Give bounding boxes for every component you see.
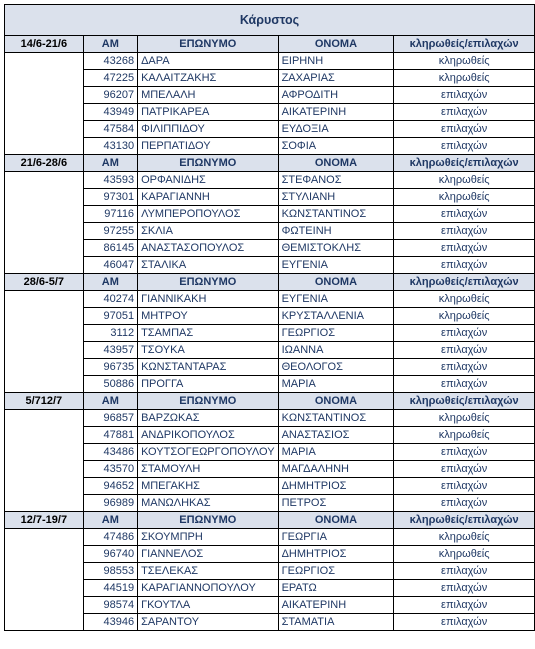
status-cell[interactable]: επιλαχών [394,461,535,478]
empty-period-cell[interactable] [5,70,84,87]
table-row [5,597,535,614]
surname-cell[interactable]: ΚΟΥΤΣΟΓΕΩΡΓΟΠΟΥΛΟΥ [138,444,279,461]
name-cell[interactable]: ΘΕΟΛΟΓΟΣ [278,359,394,376]
column-header-status[interactable]: κληρωθείς/επιλαχών [394,393,535,410]
empty-period-cell[interactable] [5,376,84,393]
empty-period-cell[interactable] [5,597,84,614]
name-cell[interactable]: ΘΕΜΙΣΤΟΚΛΗΣ [278,240,394,257]
table-row [5,546,535,563]
period-cell[interactable]: 28/6-5/7 [5,274,84,291]
am-cell[interactable]: 43949 [83,104,137,121]
status-cell[interactable]: επιλαχών [394,597,535,614]
table-row [5,410,535,427]
name-cell[interactable]: ΑΙΚΑΤΕΡΙΝΗ [278,597,394,614]
name-cell[interactable]: ΦΩΤΕΙΝΗ [278,223,394,240]
surname-cell[interactable]: ΓΙΑΝΝΕΛΟΣ [138,546,279,563]
sheet-title[interactable]: Κάρυστος [5,5,535,36]
empty-period-cell[interactable] [5,121,84,138]
am-cell[interactable]: 47584 [83,121,137,138]
am-cell[interactable]: 97301 [83,189,137,206]
empty-period-cell[interactable] [5,53,84,70]
name-cell[interactable]: ΓΕΩΡΓΙΟΣ [278,563,394,580]
status-cell[interactable]: κληρωθείς [394,189,535,206]
status-cell[interactable]: επιλαχών [394,342,535,359]
status-cell[interactable]: κληρωθείς [394,427,535,444]
table-row [5,87,535,104]
surname-cell[interactable]: ΟΡΦΑΝΙΔΗΣ [138,172,279,189]
name-cell[interactable]: ΔΗΜΗΤΡΙΟΣ [278,478,394,495]
name-cell[interactable]: ΑΦΡΟΔΙΤΗ [278,87,394,104]
surname-cell[interactable]: ΠΕΡΠΑΤΙΔΟΥ [138,138,279,155]
surname-cell[interactable]: ΚΑΡΑΓΙΑΝΝΟΠΟΥΛΟΥ [138,580,279,597]
name-cell[interactable]: ΓΕΩΡΓΙΟΣ [278,325,394,342]
table-row [5,376,535,393]
table-row [5,529,535,546]
table-row [5,614,535,631]
status-cell[interactable]: επιλαχών [394,376,535,393]
surname-cell[interactable]: ΣΑΡΑΝΤΟΥ [138,614,279,631]
name-cell[interactable]: ΚΩΝΣΤΑΝΤΙΝΟΣ [278,206,394,223]
group-header-row [5,274,535,291]
surname-cell[interactable]: ΓΙΑΝΝΙΚΑΚΗ [138,291,279,308]
am-cell[interactable]: 96740 [83,546,137,563]
status-cell[interactable]: κληρωθείς [394,172,535,189]
empty-period-cell[interactable] [5,87,84,104]
table-row [5,70,535,87]
surname-cell[interactable]: ΚΑΛΑΙΤΖΑΚΗΣ [138,70,279,87]
surname-cell[interactable]: ΦΙΛΙΠΠΙΔΟΥ [138,121,279,138]
name-cell[interactable]: ΜΑΡΙΑ [278,444,394,461]
name-cell[interactable]: ΜΑΓΔΑΛΗΝΗ [278,461,394,478]
table-row [5,121,535,138]
am-cell[interactable]: 96989 [83,495,137,512]
name-cell[interactable]: ΕΙΡΗΝΗ [278,53,394,70]
table-row [5,189,535,206]
am-cell[interactable]: 86145 [83,240,137,257]
table-row [5,308,535,325]
status-cell[interactable]: επιλαχών [394,223,535,240]
surname-cell[interactable]: ΒΑΡΖΩΚΑΣ [138,410,279,427]
name-cell[interactable]: ΕΥΔΟΞΙΑ [278,121,394,138]
am-cell[interactable]: 40274 [83,291,137,308]
name-cell[interactable]: ΜΑΡΙΑ [278,376,394,393]
name-cell[interactable]: ΣΤΥΛΙΑΝΗ [278,189,394,206]
table-row [5,359,535,376]
am-cell[interactable]: 43268 [83,53,137,70]
status-cell[interactable]: επιλαχών [394,138,535,155]
empty-period-cell[interactable] [5,614,84,631]
table-row [5,461,535,478]
status-cell[interactable]: επιλαχών [394,580,535,597]
status-cell[interactable]: επιλαχών [394,444,535,461]
table-row [5,104,535,121]
am-cell[interactable]: 98574 [83,597,137,614]
column-header-status[interactable]: κληρωθείς/επιλαχών [394,36,535,53]
spreadsheet [4,4,535,631]
am-cell[interactable]: 43570 [83,461,137,478]
surname-cell[interactable]: ΛΥΜΠΕΡΟΠΟΥΛΟΣ [138,206,279,223]
surname-cell[interactable]: ΑΝΑΣΤΑΣΟΠΟΥΛΟΣ [138,240,279,257]
surname-cell[interactable]: ΠΑΤΡΙΚΑΡΕΑ [138,104,279,121]
status-cell[interactable]: επιλαχών [394,563,535,580]
surname-cell[interactable]: ΣΤΑΛΙΚΑ [138,257,279,274]
empty-period-cell[interactable] [5,461,84,478]
surname-cell[interactable]: ΤΣΕΛΕΚΑΣ [138,563,279,580]
am-cell[interactable]: 97255 [83,223,137,240]
surname-cell[interactable]: ΣΚΛΙΑ [138,223,279,240]
column-header-name[interactable]: ΟΝΟΜΑ [278,393,394,410]
am-cell[interactable]: 3112 [83,325,137,342]
am-cell[interactable]: 96857 [83,410,137,427]
column-header-status[interactable]: κληρωθείς/επιλαχών [394,155,535,172]
group-header-row [5,512,535,529]
table-row [5,257,535,274]
status-cell[interactable]: κληρωθείς [394,308,535,325]
name-cell[interactable]: ΠΕΤΡΟΣ [278,495,394,512]
name-cell[interactable]: ΚΩΝΣΤΑΝΤΙΝΟΣ [278,410,394,427]
empty-period-cell[interactable] [5,580,84,597]
status-cell[interactable]: κληρωθείς [394,70,535,87]
table-row [5,495,535,512]
empty-period-cell[interactable] [5,546,84,563]
column-header-name[interactable]: ΟΝΟΜΑ [278,36,394,53]
table-row [5,240,535,257]
am-cell[interactable]: 43593 [83,172,137,189]
empty-period-cell[interactable] [5,172,84,189]
empty-period-cell[interactable] [5,257,84,274]
name-cell[interactable]: ΕΥΓΕΝΙΑ [278,257,394,274]
am-cell[interactable]: 44519 [83,580,137,597]
period-cell[interactable]: 21/6-28/6 [5,155,84,172]
table-row [5,563,535,580]
empty-period-cell[interactable] [5,563,84,580]
status-cell[interactable]: επιλαχών [394,104,535,121]
surname-cell[interactable]: ΜΗΤΡΟΥ [138,308,279,325]
column-header-surname[interactable]: ΕΠΩΝΥΜΟ [138,393,279,410]
status-cell[interactable]: επιλαχών [394,87,535,104]
table-row [5,138,535,155]
table-row [5,478,535,495]
column-header-am[interactable]: ΑΜ [83,393,137,410]
am-cell[interactable]: 97051 [83,308,137,325]
am-cell[interactable]: 47881 [83,427,137,444]
column-header-status[interactable]: κληρωθείς/επιλαχών [394,274,535,291]
status-cell[interactable]: επιλαχών [394,121,535,138]
surname-cell[interactable]: ΣΤΑΜΟΥΛΗ [138,461,279,478]
table-row [5,206,535,223]
empty-period-cell[interactable] [5,495,84,512]
surname-cell[interactable]: ΜΠΕΓΑΚΗΣ [138,478,279,495]
status-cell[interactable]: επιλαχών [394,614,535,631]
am-cell[interactable]: 46047 [83,257,137,274]
empty-period-cell[interactable] [5,342,84,359]
name-cell[interactable]: ΑΙΚΑΤΕΡΙΝΗ [278,104,394,121]
column-header-surname[interactable]: ΕΠΩΝΥΜΟ [138,155,279,172]
empty-period-cell[interactable] [5,240,84,257]
am-cell[interactable]: 98553 [83,563,137,580]
name-cell[interactable]: ΑΝΑΣΤΑΣΙΟΣ [278,427,394,444]
status-cell[interactable]: επιλαχών [394,495,535,512]
table-row [5,342,535,359]
table-row [5,291,535,308]
surname-cell[interactable]: ΤΣΟΥΚΑ [138,342,279,359]
empty-period-cell[interactable] [5,223,84,240]
period-cell[interactable]: 14/6-21/6 [5,36,84,53]
table-row [5,223,535,240]
column-header-surname[interactable]: ΕΠΩΝΥΜΟ [138,512,279,529]
am-cell[interactable]: 50886 [83,376,137,393]
am-cell[interactable]: 96735 [83,359,137,376]
name-cell[interactable]: ΔΗΜΗΤΡΙΟΣ [278,546,394,563]
status-cell[interactable]: κληρωθείς [394,291,535,308]
empty-period-cell[interactable] [5,427,84,444]
status-cell[interactable]: κληρωθείς [394,410,535,427]
empty-period-cell[interactable] [5,308,84,325]
empty-period-cell[interactable] [5,138,84,155]
surname-cell[interactable]: ΚΑΡΑΓΙΑΝΝΗ [138,189,279,206]
surname-cell[interactable]: ΣΚΟΥΜΠΡΗ [138,529,279,546]
surname-cell[interactable]: ΓΚΟΥΤΛΑ [138,597,279,614]
name-cell[interactable]: ΓΕΩΡΓΙΑ [278,529,394,546]
column-header-name[interactable]: ΟΝΟΜΑ [278,512,394,529]
name-cell[interactable]: ΕΥΓΕΝΙΑ [278,291,394,308]
am-cell[interactable]: 43486 [83,444,137,461]
empty-period-cell[interactable] [5,359,84,376]
column-header-surname[interactable]: ΕΠΩΝΥΜΟ [138,274,279,291]
am-cell[interactable]: 94652 [83,478,137,495]
surname-cell[interactable]: ΠΡΟΓΓΑ [138,376,279,393]
column-header-name[interactable]: ΟΝΟΜΑ [278,274,394,291]
column-header-name[interactable]: ΟΝΟΜΑ [278,155,394,172]
am-cell[interactable]: 47225 [83,70,137,87]
empty-period-cell[interactable] [5,529,84,546]
karystos-table [4,4,535,631]
table-row [5,325,535,342]
am-cell[interactable]: 43957 [83,342,137,359]
status-cell[interactable]: επιλαχών [394,325,535,342]
table-row [5,172,535,189]
name-cell[interactable]: ΣΟΦΙΑ [278,138,394,155]
surname-cell[interactable]: ΔΑΡΑ [138,53,279,70]
surname-cell[interactable]: ΜΑΝΩΛΗΚΑΣ [138,495,279,512]
am-cell[interactable]: 96207 [83,87,137,104]
table-row [5,580,535,597]
status-cell[interactable]: κληρωθείς [394,53,535,70]
group-header-row [5,155,535,172]
group-header-row [5,393,535,410]
am-cell[interactable]: 47486 [83,529,137,546]
column-header-am[interactable]: ΑΜ [83,155,137,172]
am-cell[interactable]: 43130 [83,138,137,155]
empty-period-cell[interactable] [5,325,84,342]
column-header-status[interactable]: κληρωθείς/επιλαχών [394,512,535,529]
status-cell[interactable]: επιλαχών [394,478,535,495]
am-cell[interactable]: 43946 [83,614,137,631]
status-cell[interactable]: επιλαχών [394,206,535,223]
name-cell[interactable]: ΕΡΑΤΩ [278,580,394,597]
column-header-am[interactable]: ΑΜ [83,36,137,53]
name-cell[interactable]: ΙΩΑΝΝΑ [278,342,394,359]
status-cell[interactable]: επιλαχών [394,359,535,376]
name-cell[interactable]: ΖΑΧΑΡΙΑΣ [278,70,394,87]
empty-period-cell[interactable] [5,104,84,121]
table-row [5,427,535,444]
empty-period-cell[interactable] [5,189,84,206]
name-cell[interactable]: ΣΤΕΦΑΝΟΣ [278,172,394,189]
empty-period-cell[interactable] [5,478,84,495]
status-cell[interactable]: κληρωθείς [394,529,535,546]
surname-cell[interactable]: ΜΠΕΛΑΛΗ [138,87,279,104]
surname-cell[interactable]: ΚΩΝΣΤΑΝΤΑΡΑΣ [138,359,279,376]
column-header-am[interactable]: ΑΜ [83,512,137,529]
name-cell[interactable]: ΣΤΑΜΑΤΙΑ [278,614,394,631]
column-header-am[interactable]: ΑΜ [83,274,137,291]
group-header-row [5,36,535,53]
empty-period-cell[interactable] [5,291,84,308]
period-cell[interactable]: 5/712/7 [5,393,84,410]
name-cell[interactable]: ΚΡΥΣΤΑΛΛΕΝΙΑ [278,308,394,325]
empty-period-cell[interactable] [5,444,84,461]
period-cell[interactable]: 12/7-19/7 [5,512,84,529]
surname-cell[interactable]: ΤΣΑΜΠΑΣ [138,325,279,342]
empty-period-cell[interactable] [5,206,84,223]
status-cell[interactable]: κληρωθείς [394,546,535,563]
surname-cell[interactable]: ΑΝΔΡΙΚΟΠΟΥΛΟΣ [138,427,279,444]
table-row [5,53,535,70]
status-cell[interactable]: επιλαχών [394,257,535,274]
empty-period-cell[interactable] [5,410,84,427]
column-header-surname[interactable]: ΕΠΩΝΥΜΟ [138,36,279,53]
status-cell[interactable]: επιλαχών [394,240,535,257]
am-cell[interactable]: 97116 [83,206,137,223]
table-row [5,444,535,461]
